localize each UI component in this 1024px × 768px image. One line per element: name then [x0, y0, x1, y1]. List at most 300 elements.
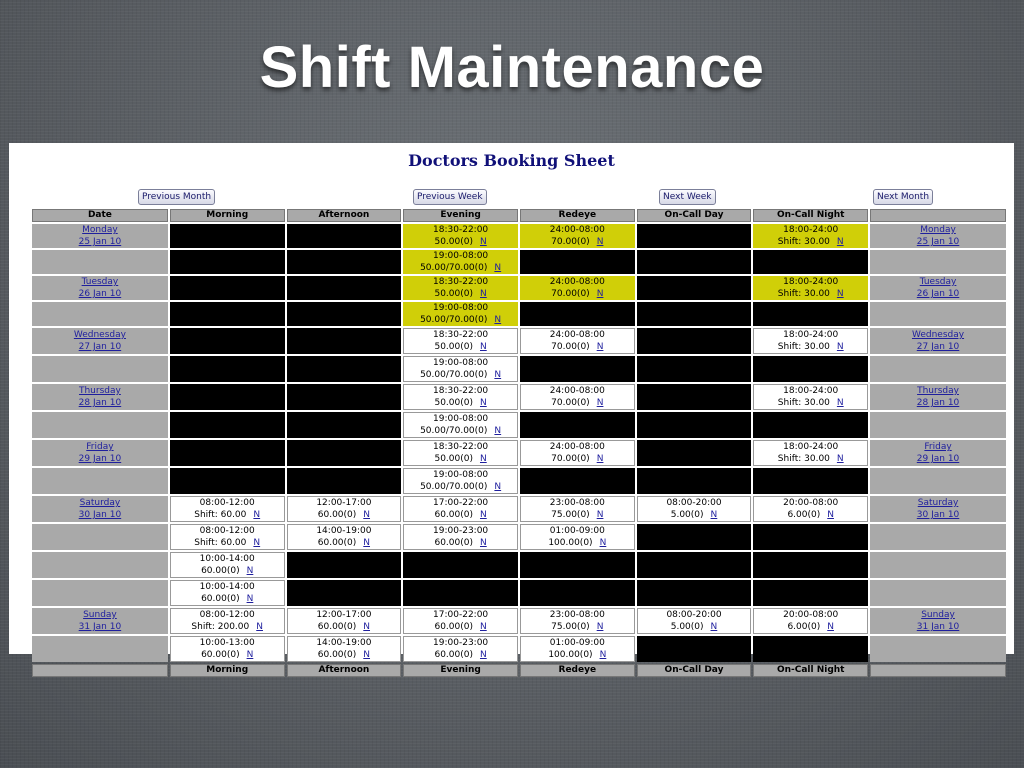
shift-slot[interactable] — [287, 636, 402, 662]
table-row — [32, 356, 1006, 382]
column-footer: On-Call Day — [637, 664, 752, 677]
shift-time: 18:00-24:00 — [783, 330, 839, 340]
new-booking-link[interactable]: N — [479, 289, 487, 299]
unavailable-slot — [287, 250, 402, 274]
day-link[interactable]: Thursday — [78, 386, 121, 396]
unavailable-slot — [170, 328, 285, 354]
day-link[interactable]: Friday — [924, 442, 952, 452]
unavailable-slot — [520, 356, 635, 382]
shift-rate: 70.00(0) — [551, 289, 590, 299]
shift-rate: 50.00/70.00(0) — [420, 426, 488, 436]
shift-slot[interactable] — [753, 384, 868, 410]
date-link[interactable]: 28 Jan 10 — [916, 398, 960, 408]
shift-rate: Shift: 30.00 — [777, 342, 830, 352]
date-cell — [32, 302, 168, 326]
shift-rate: 70.00(0) — [551, 398, 590, 408]
date-cell — [32, 356, 168, 382]
unavailable-slot — [637, 384, 752, 410]
unavailable-slot — [753, 524, 868, 550]
table-row — [32, 608, 1006, 634]
shift-rate: 50.00(0) — [434, 237, 473, 247]
shift-slot[interactable] — [170, 552, 285, 578]
date-cell — [32, 468, 168, 494]
table-row — [32, 384, 1006, 410]
unavailable-slot — [287, 384, 402, 410]
new-booking-link[interactable]: N — [596, 398, 604, 408]
date-cell — [870, 552, 1006, 578]
date-cell — [32, 384, 168, 410]
shift-rate: 50.00(0) — [434, 454, 473, 464]
column-header — [870, 209, 1006, 222]
shift-rate: 60.00(0) — [201, 566, 240, 576]
new-booking-link[interactable]: N — [479, 398, 487, 408]
booking-sheet — [9, 143, 1014, 675]
new-booking-link[interactable]: N — [479, 510, 487, 520]
unavailable-slot — [287, 356, 402, 382]
shift-slot[interactable] — [403, 328, 518, 354]
unavailable-slot — [637, 552, 752, 578]
column-header: Redeye — [520, 209, 635, 222]
new-booking-link[interactable]: N — [596, 510, 604, 520]
shift-rate: 50.00/70.00(0) — [420, 315, 488, 325]
shift-time: 18:30-22:00 — [433, 277, 489, 287]
shift-slot[interactable] — [170, 608, 285, 634]
date-cell — [870, 580, 1006, 606]
unavailable-slot — [170, 356, 285, 382]
shift-time: 18:00-24:00 — [783, 225, 839, 235]
day-link[interactable]: Saturday — [79, 498, 121, 508]
new-booking-link[interactable]: N — [836, 237, 844, 247]
date-link[interactable]: 26 Jan 10 — [916, 289, 960, 299]
unavailable-slot — [753, 302, 868, 326]
booked-slot[interactable] — [520, 224, 635, 248]
booked-slot[interactable] — [403, 250, 518, 274]
shift-slot[interactable] — [403, 412, 518, 438]
new-booking-link[interactable]: N — [494, 263, 502, 273]
column-footer: Redeye — [520, 664, 635, 677]
new-booking-link[interactable]: N — [710, 622, 718, 632]
shift-rate: 75.00(0) — [551, 622, 590, 632]
table-row — [32, 636, 1006, 662]
column-header: Evening — [403, 209, 518, 222]
shift-time: 12:00-17:00 — [316, 498, 372, 508]
shift-slot[interactable] — [403, 440, 518, 466]
unavailable-slot — [637, 276, 752, 300]
new-booking-link[interactable]: N — [836, 342, 844, 352]
shift-time: 18:00-24:00 — [783, 277, 839, 287]
new-booking-link[interactable]: N — [479, 622, 487, 632]
date-link[interactable]: 30 Jan 10 — [78, 510, 122, 520]
date-cell — [870, 276, 1006, 300]
table-row — [32, 276, 1006, 300]
shift-time: 18:00-24:00 — [783, 442, 839, 452]
new-booking-link[interactable]: N — [253, 538, 261, 548]
table-row — [32, 580, 1006, 606]
shift-rate: 70.00(0) — [551, 454, 590, 464]
unavailable-slot — [753, 468, 868, 494]
unavailable-slot — [753, 636, 868, 662]
shift-slot[interactable] — [520, 524, 635, 550]
date-cell — [32, 524, 168, 550]
shift-rate: 6.00(0) — [787, 622, 821, 632]
shift-rate: 50.00/70.00(0) — [420, 263, 488, 273]
shift-slot[interactable] — [753, 440, 868, 466]
shift-time: 23:00-08:00 — [549, 610, 605, 620]
shift-rate: Shift: 30.00 — [777, 398, 830, 408]
shift-rate: 60.00(0) — [317, 510, 357, 520]
new-booking-link[interactable]: N — [246, 594, 254, 604]
previous-month-button[interactable]: Previous Month — [138, 189, 215, 205]
shift-rate: 70.00(0) — [551, 237, 590, 247]
new-booking-link[interactable]: N — [836, 454, 844, 464]
unavailable-slot — [520, 468, 635, 494]
new-booking-link[interactable]: N — [599, 538, 607, 548]
date-cell — [32, 440, 168, 466]
day-link[interactable]: Thursday — [917, 386, 959, 396]
shift-time: 12:00-17:00 — [316, 610, 372, 620]
date-cell — [870, 468, 1006, 494]
shift-slot[interactable] — [520, 496, 635, 522]
shift-rate: 75.00(0) — [551, 510, 590, 520]
unavailable-slot — [170, 302, 285, 326]
shift-rate: 50.00(0) — [434, 398, 473, 408]
shift-time: 18:30-22:00 — [433, 225, 489, 235]
unavailable-slot — [520, 250, 635, 274]
shift-rate: 5.00(0) — [670, 510, 704, 520]
date-cell — [32, 552, 168, 578]
previous-week-button[interactable]: Previous Week — [413, 189, 487, 205]
unavailable-slot — [403, 552, 518, 578]
shift-slot[interactable] — [637, 496, 752, 522]
shift-slot[interactable] — [753, 328, 868, 354]
shift-slot[interactable] — [170, 580, 285, 606]
table-row — [32, 468, 1006, 494]
unavailable-slot — [753, 552, 868, 578]
date-cell — [870, 608, 1006, 634]
shift-time: 08:00-12:00 — [199, 610, 255, 620]
unavailable-slot — [637, 580, 752, 606]
new-booking-link[interactable]: N — [253, 510, 261, 520]
date-cell — [32, 412, 168, 438]
shift-rate: 6.00(0) — [787, 510, 821, 520]
new-booking-link[interactable]: N — [827, 510, 834, 520]
unavailable-slot — [287, 328, 402, 354]
date-cell — [32, 636, 168, 662]
day-link[interactable]: Saturday — [917, 498, 959, 508]
new-booking-link[interactable]: N — [363, 650, 371, 660]
shift-time: 01:00-09:00 — [549, 638, 605, 648]
new-booking-link[interactable]: N — [494, 370, 502, 380]
shift-rate: 100.00(0) — [548, 538, 593, 548]
shift-rate: 70.00(0) — [551, 342, 590, 352]
shift-time: 19:00-08:00 — [433, 414, 489, 424]
shift-time: 19:00-08:00 — [433, 303, 489, 313]
date-cell — [870, 440, 1006, 466]
day-link[interactable]: Wednesday — [911, 330, 965, 340]
table-row — [32, 224, 1006, 248]
date-cell — [870, 524, 1006, 550]
shift-rate: 60.00(0) — [317, 622, 357, 632]
unavailable-slot — [637, 356, 752, 382]
unavailable-slot — [287, 552, 402, 578]
new-booking-link[interactable]: N — [596, 289, 604, 299]
shift-rate: 60.00(0) — [201, 594, 240, 604]
shift-slot[interactable] — [520, 440, 635, 466]
booked-slot[interactable] — [520, 276, 635, 300]
shift-slot[interactable] — [520, 608, 635, 634]
shift-time: 24:00-08:00 — [549, 277, 605, 287]
booked-slot[interactable] — [753, 224, 868, 248]
unavailable-slot — [520, 580, 635, 606]
day-link[interactable]: Tuesday — [919, 277, 957, 287]
table-row — [32, 496, 1006, 522]
shift-slot[interactable] — [287, 524, 402, 550]
booked-slot[interactable] — [403, 276, 518, 300]
shift-time: 14:00-19:00 — [316, 526, 372, 536]
unavailable-slot — [170, 224, 285, 248]
table-row — [32, 412, 1006, 438]
next-week-button[interactable]: Next Week — [659, 189, 716, 205]
shift-time: 19:00-23:00 — [433, 638, 489, 648]
shift-rate: 50.00(0) — [434, 289, 473, 299]
unavailable-slot — [170, 412, 285, 438]
new-booking-link[interactable]: N — [494, 482, 502, 492]
unavailable-slot — [287, 276, 402, 300]
date-link[interactable]: 29 Jan 10 — [916, 454, 960, 464]
shift-time: 01:00-09:00 — [549, 526, 605, 536]
shift-time: 24:00-08:00 — [549, 386, 605, 396]
header-row — [32, 209, 1006, 222]
unavailable-slot — [287, 302, 402, 326]
new-booking-link[interactable]: N — [479, 538, 487, 548]
date-cell — [870, 412, 1006, 438]
shift-rate: 60.00(0) — [434, 510, 473, 520]
table-row — [32, 328, 1006, 354]
unavailable-slot — [637, 636, 752, 662]
table-row — [32, 440, 1006, 466]
date-cell — [32, 276, 168, 300]
date-link[interactable]: 27 Jan 10 — [916, 342, 960, 352]
unavailable-slot — [520, 552, 635, 578]
new-booking-link[interactable]: N — [479, 454, 487, 464]
date-cell — [870, 328, 1006, 354]
shift-rate: 60.00(0) — [317, 538, 357, 548]
shift-time: 17:00-22:00 — [433, 610, 489, 620]
table-body — [32, 224, 1006, 662]
unavailable-slot — [637, 302, 752, 326]
day-link[interactable]: Wednesday — [73, 330, 126, 340]
unavailable-slot — [170, 250, 285, 274]
new-booking-link[interactable]: N — [246, 566, 254, 576]
shift-time: 24:00-08:00 — [549, 225, 605, 235]
date-link[interactable]: 27 Jan 10 — [78, 342, 122, 352]
next-month-button[interactable]: Next Month — [873, 189, 933, 205]
day-link[interactable]: Tuesday — [81, 277, 119, 287]
shift-rate: Shift: 60.00 — [194, 538, 247, 548]
day-link[interactable]: Sunday — [83, 610, 117, 620]
shift-time: 20:00-08:00 — [783, 610, 839, 620]
column-header: Afternoon — [287, 209, 402, 222]
shift-slot[interactable] — [520, 328, 635, 354]
shift-time: 19:00-08:00 — [433, 251, 489, 261]
unavailable-slot — [637, 412, 752, 438]
date-link[interactable]: 25 Jan 10 — [78, 237, 122, 247]
date-link[interactable]: 30 Jan 10 — [916, 510, 960, 520]
new-booking-link[interactable]: N — [599, 650, 607, 660]
shift-time: 08:00-12:00 — [199, 526, 255, 536]
column-footer: Evening — [403, 664, 518, 677]
shift-time: 19:00-08:00 — [433, 358, 489, 368]
column-header: Morning — [170, 209, 285, 222]
shift-time: 10:00-14:00 — [199, 582, 255, 592]
shift-slot[interactable] — [753, 608, 868, 634]
new-booking-link[interactable]: N — [827, 622, 834, 632]
shift-slot[interactable] — [403, 384, 518, 410]
shift-slot[interactable] — [170, 524, 285, 550]
date-link[interactable]: 26 Jan 10 — [78, 289, 122, 299]
unavailable-slot — [287, 468, 402, 494]
shift-time: 10:00-13:00 — [199, 638, 255, 648]
new-booking-link[interactable]: N — [710, 510, 718, 520]
shift-slot[interactable] — [403, 468, 518, 494]
unavailable-slot — [753, 580, 868, 606]
day-link[interactable]: Monday — [920, 225, 956, 235]
new-booking-link[interactable]: N — [363, 622, 371, 632]
date-cell — [32, 580, 168, 606]
shift-rate: 50.00(0) — [434, 342, 473, 352]
shift-slot[interactable] — [170, 636, 285, 662]
unavailable-slot — [287, 580, 402, 606]
new-booking-link[interactable]: N — [836, 398, 844, 408]
shift-rate: 50.00/70.00(0) — [420, 482, 488, 492]
booked-slot[interactable] — [403, 224, 518, 248]
shift-rate: 100.00(0) — [548, 650, 593, 660]
slide-title: Shift Maintenance — [259, 35, 765, 100]
date-link[interactable]: 28 Jan 10 — [78, 398, 122, 408]
shift-slot[interactable] — [403, 524, 518, 550]
date-cell — [32, 250, 168, 274]
shift-time: 17:00-22:00 — [433, 498, 489, 508]
table-row — [32, 302, 1006, 326]
footer-row — [32, 664, 1006, 677]
date-link[interactable]: 29 Jan 10 — [78, 454, 122, 464]
shift-rate: 5.00(0) — [670, 622, 704, 632]
date-cell — [870, 250, 1006, 274]
new-booking-link[interactable]: N — [596, 454, 604, 464]
new-booking-link[interactable]: N — [479, 650, 487, 660]
table-row — [32, 552, 1006, 578]
new-booking-link[interactable]: N — [256, 622, 263, 632]
date-cell — [32, 496, 168, 522]
shift-slot[interactable] — [403, 608, 518, 634]
shift-slot[interactable] — [520, 384, 635, 410]
day-link[interactable]: Monday — [82, 225, 118, 235]
shift-slot[interactable] — [403, 496, 518, 522]
unavailable-slot — [170, 276, 285, 300]
shift-time: 18:00-24:00 — [783, 386, 839, 396]
shift-time: 10:00-14:00 — [199, 554, 255, 564]
table-row — [32, 524, 1006, 550]
unavailable-slot — [403, 580, 518, 606]
shift-time: 24:00-08:00 — [549, 330, 605, 340]
shift-slot[interactable] — [287, 496, 402, 522]
shift-time: 08:00-20:00 — [666, 610, 722, 620]
shift-slot[interactable] — [753, 496, 868, 522]
unavailable-slot — [520, 302, 635, 326]
unavailable-slot — [637, 224, 752, 248]
shift-slot[interactable] — [403, 356, 518, 382]
unavailable-slot — [287, 412, 402, 438]
day-link[interactable]: Friday — [86, 442, 114, 452]
unavailable-slot — [520, 412, 635, 438]
booking-table — [30, 207, 1008, 679]
shift-time: 18:30-22:00 — [433, 386, 489, 396]
unavailable-slot — [170, 468, 285, 494]
shift-time: 08:00-12:00 — [199, 498, 255, 508]
new-booking-link[interactable]: N — [246, 650, 254, 660]
shift-slot[interactable] — [520, 636, 635, 662]
column-footer — [32, 664, 168, 677]
date-link[interactable]: 31 Jan 10 — [78, 622, 122, 632]
shift-slot[interactable] — [403, 636, 518, 662]
unavailable-slot — [170, 440, 285, 466]
new-booking-link[interactable]: N — [596, 622, 604, 632]
column-footer: On-Call Night — [753, 664, 868, 677]
shift-rate: Shift: 30.00 — [777, 454, 830, 464]
booked-slot[interactable] — [753, 276, 868, 300]
unavailable-slot — [287, 224, 402, 248]
column-header: On-Call Day — [637, 209, 752, 222]
shift-rate: Shift: 200.00 — [191, 622, 250, 632]
shift-slot[interactable] — [170, 496, 285, 522]
new-booking-link[interactable]: N — [836, 289, 844, 299]
date-link[interactable]: 25 Jan 10 — [916, 237, 960, 247]
date-cell — [870, 384, 1006, 410]
date-cell — [870, 636, 1006, 662]
shift-time: 18:30-22:00 — [433, 442, 489, 452]
shift-rate: 60.00(0) — [434, 622, 473, 632]
new-booking-link[interactable]: N — [479, 237, 487, 247]
shift-rate: Shift: 30.00 — [777, 237, 830, 247]
shift-rate: 60.00(0) — [201, 650, 240, 660]
new-booking-link[interactable]: N — [494, 315, 502, 325]
booked-slot[interactable] — [403, 302, 518, 326]
unavailable-slot — [637, 440, 752, 466]
date-cell — [870, 224, 1006, 248]
shift-slot[interactable] — [637, 608, 752, 634]
date-link[interactable]: 31 Jan 10 — [916, 622, 960, 632]
date-cell — [32, 328, 168, 354]
shift-time: 18:30-22:00 — [433, 330, 489, 340]
day-link[interactable]: Sunday — [921, 610, 955, 620]
unavailable-slot — [637, 250, 752, 274]
date-cell — [870, 356, 1006, 382]
new-booking-link[interactable]: N — [363, 510, 371, 520]
unavailable-slot — [170, 384, 285, 410]
new-booking-link[interactable]: N — [479, 342, 487, 352]
unavailable-slot — [753, 356, 868, 382]
shift-time: 19:00-08:00 — [433, 470, 489, 480]
new-booking-link[interactable]: N — [596, 342, 604, 352]
shift-rate: 60.00(0) — [434, 650, 473, 660]
shift-time: 14:00-19:00 — [316, 638, 372, 648]
new-booking-link[interactable]: N — [494, 426, 502, 436]
shift-time: 23:00-08:00 — [549, 498, 605, 508]
new-booking-link[interactable]: N — [596, 237, 604, 247]
shift-slot[interactable] — [287, 608, 402, 634]
date-cell — [870, 302, 1006, 326]
new-booking-link[interactable]: N — [363, 538, 371, 548]
